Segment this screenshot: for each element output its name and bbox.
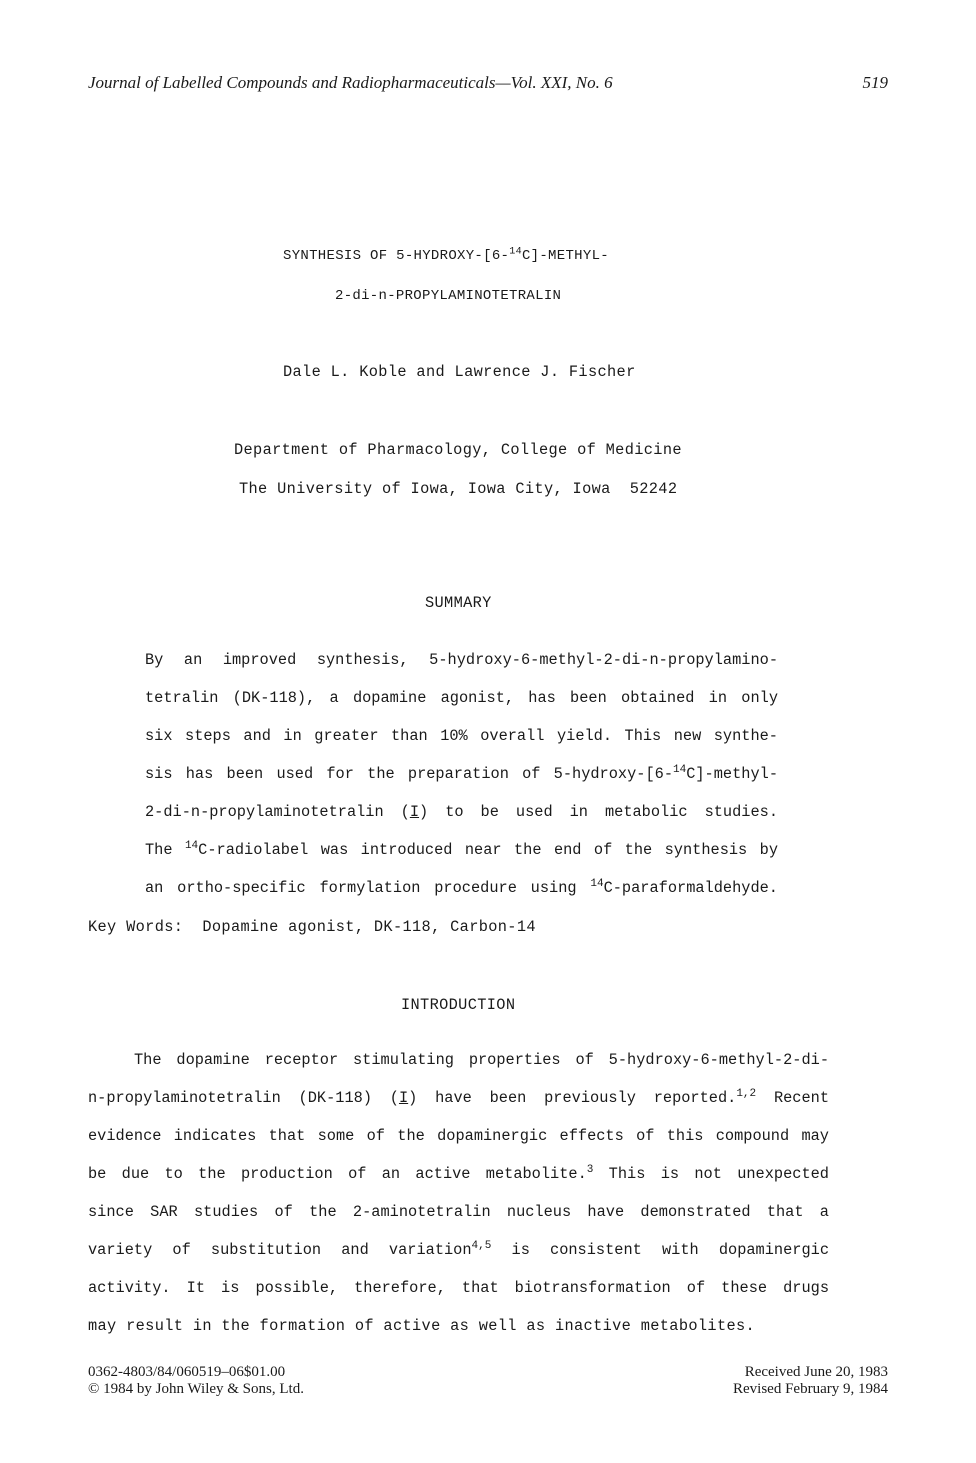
intro-line-2: n-propylaminotetralin (DK-118) (I) have been previously reported.$^{1,2}$ Recent: [88, 1087, 830, 1107]
intro-line-3: evidence indicates that some of the dopaminergic effects of this compound may: [88, 1127, 829, 1145]
key-words-text: Dopamine agonist, DK-118, Carbon-14: [202, 918, 536, 936]
summary-line-2: tetralin (DK-118), a dopamine agonist, has been obtained in only: [145, 689, 778, 707]
intro-line-5: since SAR studies of the 2-aminotetralin nucleus have demonstrated that a: [88, 1203, 829, 1221]
summary-line-1: By an improved synthesis, 5-hydroxy-6-methyl-2-di-n-propylamino-: [145, 651, 778, 669]
title-line-2: 2-di-n-PROPYLAMINOTETRALIN: [335, 288, 562, 304]
page-number: 519: [862, 73, 888, 92]
intro-line-6: variety of substitution and variation$^{4,5}$ is consistent with dopaminergic: [88, 1239, 829, 1259]
issn-price-code: 0362-4803/84/060519–06$01.00: [88, 1364, 286, 1380]
received-date: Received June 20, 1983: [744, 1364, 888, 1380]
copyright: © 1984 by John Wiley & Sons, Ltd.: [88, 1381, 304, 1397]
footer-right: [733, 1364, 888, 1398]
introduction-heading: INTRODUCTION: [401, 996, 516, 1014]
title-line-1: SYNTHESIS OF 5-HYDROXY-[6-$^{14}$C]-METHYL-: [283, 246, 609, 264]
intro-line-7: activity. It is possible, therefore, that biotransformation of these drugs: [88, 1279, 829, 1297]
intro-line-4: be due to the production of an active metabolite.$^3$ This is not unexpected: [88, 1163, 829, 1183]
revised-date: Revised February 9, 1984: [733, 1381, 888, 1397]
key-words: [88, 918, 536, 936]
affiliation-line-2: The University of Iowa, Iowa City, Iowa 52242: [239, 480, 678, 498]
running-head: Journal of Labelled Compounds and Radiopharmaceuticals—Vol. XXI, No. 6: [88, 73, 613, 92]
citation: 1,2: [736, 1087, 757, 1100]
affiliation-line-1: Department of Pharmacology, College of Medicine: [234, 441, 682, 459]
citation: 4,5: [471, 1239, 492, 1252]
summary-heading: SUMMARY: [425, 594, 492, 612]
compound-ref: I: [398, 1089, 409, 1107]
citation: 3: [586, 1163, 594, 1176]
summary-line-5: 2-di-n-propylaminotetralin (I) to be used in metabolic studies.: [145, 803, 779, 821]
intro-line-8: may result in the formation of active as well as inactive metabolites.: [88, 1317, 756, 1335]
intro-line-1: The dopamine receptor stimulating properties of 5-hydroxy-6-methyl-2-di-: [134, 1051, 829, 1069]
compound-ref: I: [409, 803, 420, 821]
key-words-label: Key Words:: [88, 918, 184, 936]
footer-left: [88, 1364, 304, 1398]
summary-line-3: six steps and in greater than 10% overall yield. This new synthe-: [145, 727, 778, 745]
authors: Dale L. Koble and Lawrence J. Fischer: [283, 363, 636, 381]
summary-line-6: The $^{14}$C-radiolabel was introduced near the end of the synthesis by: [145, 839, 779, 859]
summary-line-7: an ortho-specific formylation procedure using $^{14}$C-paraformaldehyde.: [145, 877, 778, 897]
summary-line-4: sis has been used for the preparation of 5-hydroxy-[6-$^{14}$C]-methyl-: [145, 763, 778, 783]
